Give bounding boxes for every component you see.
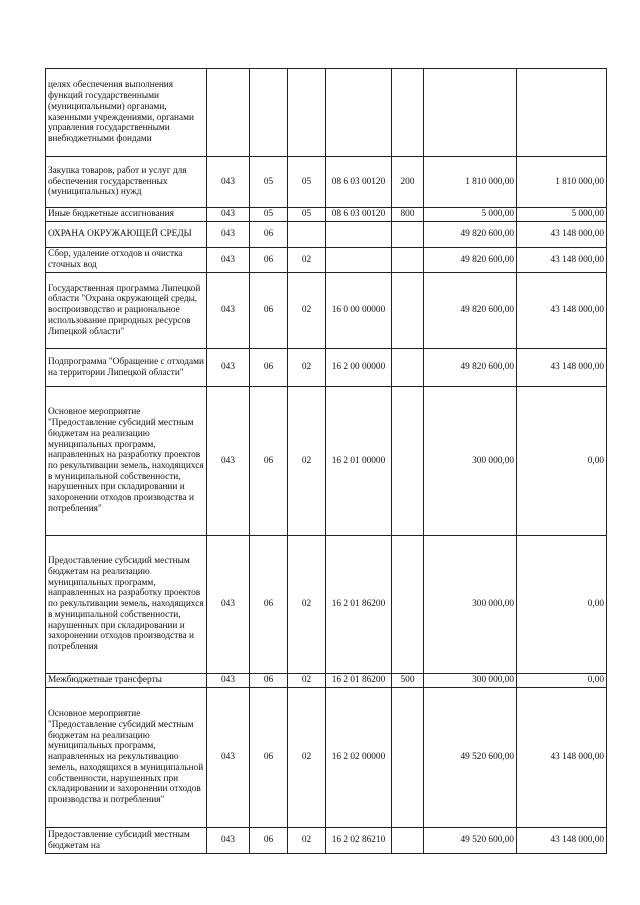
- row-name: Государственная программа Липецкой области "Охрана окружающей среды, воспроизводство и рациональное использование природных ресурсов Липецкой области": [46, 273, 207, 349]
- table-row: [46, 387, 607, 536]
- subsection-code: [288, 69, 326, 157]
- amount-year-2: 0,00: [517, 536, 607, 674]
- target-article-code: [326, 248, 392, 273]
- expense-type-code: [392, 222, 424, 248]
- section-code: 05: [250, 208, 288, 222]
- section-code: 06: [250, 536, 288, 674]
- amount-year-1: 49 820 600,00: [424, 222, 517, 248]
- row-name: Основное мероприятие "Предоставление субсидий местным бюджетам на реализацию муниципальных программ, направленных на рекультивацию земель, находящихся в муниципальной собственности, нарушенных при складировании и захоронении отходов производства и потребления": [46, 688, 207, 828]
- subsection-code: 02: [288, 248, 326, 273]
- target-article-code: 16 2 01 86200: [326, 674, 392, 688]
- ved-code: 043: [207, 273, 250, 349]
- amount-year-1: 49 520 600,00: [424, 828, 517, 854]
- table-row: [46, 208, 607, 222]
- row-name: ОХРАНА ОКРУЖАЮЩЕЙ СРЕДЫ: [46, 222, 207, 248]
- expense-type-code: [392, 828, 424, 854]
- target-article-code: 08 6 03 00120: [326, 157, 392, 208]
- amount-year-2: [517, 69, 607, 157]
- section-code: 06: [250, 222, 288, 248]
- section-code: 05: [250, 157, 288, 208]
- section-code: 06: [250, 273, 288, 349]
- table-row: [46, 157, 607, 208]
- target-article-code: 08 6 03 00120: [326, 208, 392, 222]
- amount-year-2: 5 000,00: [517, 208, 607, 222]
- target-article-code: 16 2 00 00000: [326, 349, 392, 387]
- expense-type-code: [392, 688, 424, 828]
- expense-type-code: [392, 349, 424, 387]
- amount-year-1: 300 000,00: [424, 536, 517, 674]
- table-row: [46, 273, 607, 349]
- section-code: 06: [250, 248, 288, 273]
- amount-year-1: 49 820 600,00: [424, 248, 517, 273]
- subsection-code: 02: [288, 349, 326, 387]
- section-code: [250, 69, 288, 157]
- table-row: [46, 222, 607, 248]
- amount-year-2: 1 810 000,00: [517, 157, 607, 208]
- amount-year-2: 43 148 000,00: [517, 828, 607, 854]
- table-row: [46, 69, 607, 157]
- amount-year-1: 5 000,00: [424, 208, 517, 222]
- subsection-code: 02: [288, 674, 326, 688]
- ved-code: 043: [207, 222, 250, 248]
- budget-table: [45, 68, 607, 854]
- ved-code: 043: [207, 387, 250, 536]
- target-article-code: 16 2 02 86210: [326, 828, 392, 854]
- expense-type-code: 200: [392, 157, 424, 208]
- target-article-code: [326, 222, 392, 248]
- amount-year-1: 49 820 600,00: [424, 349, 517, 387]
- row-name: Предоставление субсидий местным бюджетам на реализацию муниципальных программ, направленных на разработку проектов по рекультивации земель, находящихся в муниципальной собственности, нарушенных при складировании и захоронении отходов производства и потребления: [46, 536, 207, 674]
- section-code: 06: [250, 387, 288, 536]
- subsection-code: 05: [288, 157, 326, 208]
- table-row: [46, 688, 607, 828]
- table-row: [46, 248, 607, 273]
- row-name: Основное мероприятие "Предоставление субсидий местным бюджетам на реализацию муниципальных программ, направленных на разработку проектов по рекультивации земель, находящихся в муниципальной собственности, нарушенных при складировании и захоронении отходов производства и потребления": [46, 387, 207, 536]
- amount-year-2: 43 148 000,00: [517, 688, 607, 828]
- amount-year-1: 1 810 000,00: [424, 157, 517, 208]
- section-code: 06: [250, 688, 288, 828]
- amount-year-1: [424, 69, 517, 157]
- row-name: Подпрограмма "Обращение с отходами на территории Липецкой области": [46, 349, 207, 387]
- target-article-code: 16 2 02 00000: [326, 688, 392, 828]
- target-article-code: 16 2 01 86200: [326, 536, 392, 674]
- expense-type-code: [392, 248, 424, 273]
- amount-year-2: 0,00: [517, 387, 607, 536]
- amount-year-1: 300 000,00: [424, 387, 517, 536]
- subsection-code: 02: [288, 828, 326, 854]
- target-article-code: 16 0 00 00000: [326, 273, 392, 349]
- amount-year-2: 0,00: [517, 674, 607, 688]
- section-code: 06: [250, 349, 288, 387]
- subsection-code: 02: [288, 273, 326, 349]
- subsection-code: 02: [288, 387, 326, 536]
- row-name: Межбюджетные трансферты: [46, 674, 207, 688]
- expense-type-code: [392, 387, 424, 536]
- expense-type-code: [392, 536, 424, 674]
- expense-type-code: [392, 273, 424, 349]
- amount-year-2: 43 148 000,00: [517, 273, 607, 349]
- table-row: [46, 349, 607, 387]
- amount-year-1: 49 820 600,00: [424, 273, 517, 349]
- table-row: [46, 828, 607, 854]
- ved-code: 043: [207, 688, 250, 828]
- ved-code: 043: [207, 157, 250, 208]
- row-name: Сбор, удаление отходов и очистка сточных вод: [46, 248, 207, 273]
- amount-year-2: 43 148 000,00: [517, 248, 607, 273]
- subsection-code: [288, 222, 326, 248]
- amount-year-1: 300 000,00: [424, 674, 517, 688]
- ved-code: 043: [207, 208, 250, 222]
- ved-code: [207, 69, 250, 157]
- section-code: 06: [250, 674, 288, 688]
- row-name: Иные бюджетные ассигнования: [46, 208, 207, 222]
- ved-code: 043: [207, 536, 250, 674]
- subsection-code: 02: [288, 688, 326, 828]
- table-row: [46, 674, 607, 688]
- ved-code: 043: [207, 349, 250, 387]
- table-row: [46, 536, 607, 674]
- expense-type-code: 500: [392, 674, 424, 688]
- ved-code: 043: [207, 674, 250, 688]
- ved-code: 043: [207, 248, 250, 273]
- row-name: Предоставление субсидий местным бюджетам на: [46, 828, 207, 854]
- row-name: целях обеспечения выполнения функций государственными (муниципальными) органами, казенными учреждениями, органами управления государственными внебюджетными фондами: [46, 69, 207, 157]
- amount-year-2: 43 148 000,00: [517, 222, 607, 248]
- ved-code: 043: [207, 828, 250, 854]
- amount-year-2: 43 148 000,00: [517, 349, 607, 387]
- target-article-code: [326, 69, 392, 157]
- expense-type-code: [392, 69, 424, 157]
- subsection-code: 02: [288, 536, 326, 674]
- section-code: 06: [250, 828, 288, 854]
- expense-type-code: 800: [392, 208, 424, 222]
- row-name: Закупка товаров, работ и услуг для обеспечения государственных (муниципальных) нужд: [46, 157, 207, 208]
- target-article-code: 16 2 01 00000: [326, 387, 392, 536]
- subsection-code: 05: [288, 208, 326, 222]
- amount-year-1: 49 520 600,00: [424, 688, 517, 828]
